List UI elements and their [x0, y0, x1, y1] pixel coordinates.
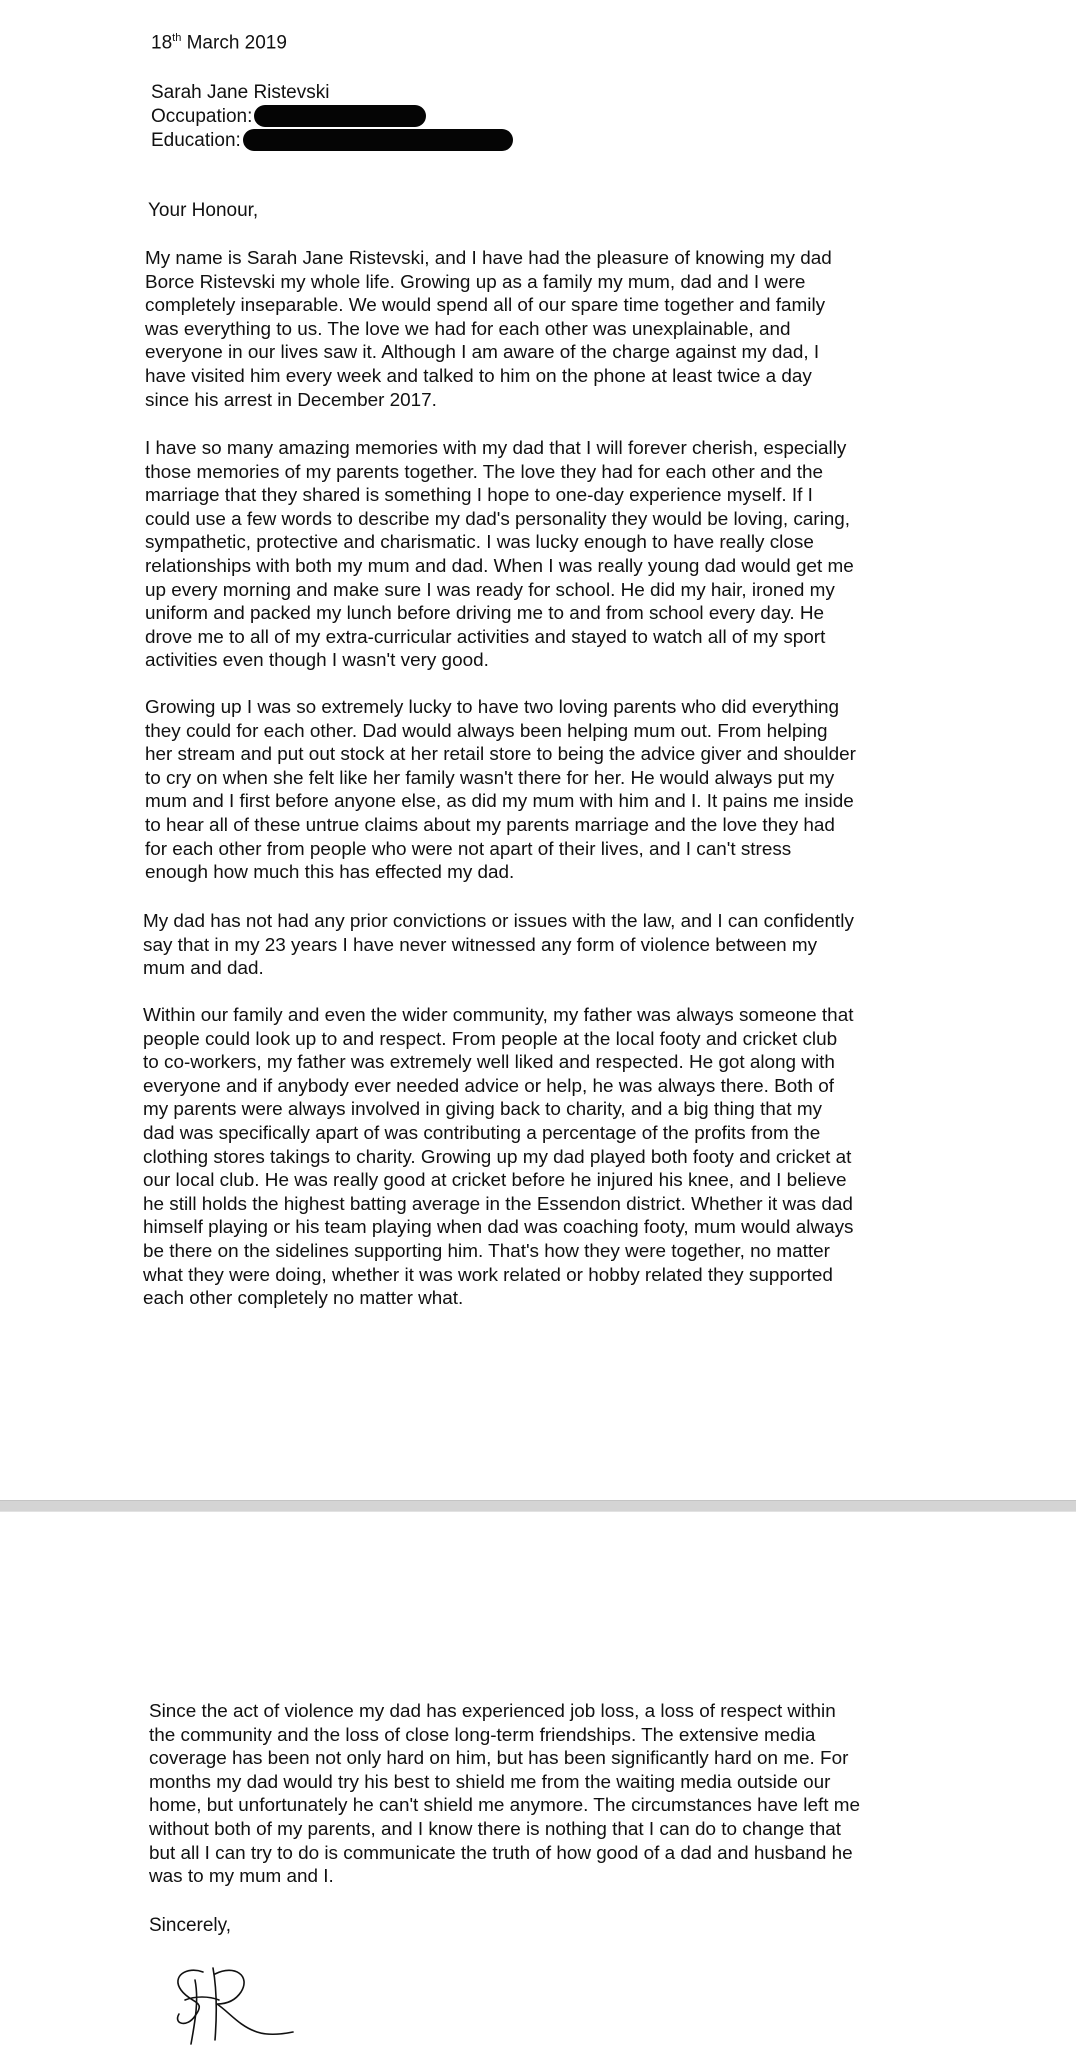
author-name: Sarah Jane Ristevski: [151, 82, 330, 103]
paragraph-1: My name is Sarah Jane Ristevski, and I have had the pleasure of knowing my dad Borce Ristevski my whole life. Growing up as a family my mum, dad and I were completely inseparable. We would spend all of our spare time together and family was everything to us. The love we had for each other was unexplainable, and everyone in our lives saw it. Although I am aware of the charge against my dad, I have visited him every week and talked to him on the phone at least twice a day since his arrest in December 2017.: [145, 248, 832, 411]
redaction-mark: [254, 105, 426, 127]
occupation-label: Occupation:: [151, 106, 253, 127]
paragraph-5: Within our family and even the wider community, my father was always someone that people could look up to and respect. From people at the local footy and cricket club to co-workers, my father was extremely well liked and respected. He got along with everyone and if anybody ever needed advice or help, he was always there. Both of my parents were always involved in giving back to charity, and a big thing that my dad was specifically apart of was contributing a percentage of the profits from the clothing stores takings to charity. Growing up my dad played both footy and cricket at our local club. He was really good at cricket before he injured his knee, and I believe he still holds the highest batting average in the Essendon district. Whether it was dad himself playing or his team playing when dad was coaching footy, mum would always be there on the sidelines supporting him. That's how they were together, no matter what they were doing, whether it was work related or hobby related they supported each other completely no matter what.: [143, 1005, 854, 1310]
closing: Sincerely,: [149, 1915, 232, 1936]
paragraph-6: Since the act of violence my dad has experienced job loss, a loss of respect within the community and the loss of close long-term friendships. The extensive media coverage has been not only hard on him, but has been significantly hard on me. For months my dad would try his best to shield me from the waiting media outside our home, but unfortunately he can't shield me anymore. The circumstances have left me without both of my parents, and I know there is nothing that I can do to change that but all I can try to do is communicate the truth of how good of a dad and husband he was to my mum and I.: [149, 1701, 860, 1888]
signature: [165, 1960, 305, 2048]
salutation: Your Honour,: [148, 200, 259, 221]
occupation-line: [151, 105, 426, 129]
paragraph-3: Growing up I was so extremely lucky to have two loving parents who did everything they could for each other. Dad would always been helping mum out. From helping her stream and put out stock at her retail store to being the advice giver and shoulder to cry on when she felt like her family wasn't there for her. He would always put my mum and I first before anyone else, as did my mum with him and I. It pains me inside to hear all of these untrue claims about my parents marriage and the love they had for each other from people who were not apart of their lives, and I can't stress enough how much this has effected my dad.: [145, 697, 856, 884]
paragraph-2: I have so many amazing memories with my dad that I will forever cherish, especially those memories of my parents together. The love they had for each other and the marriage that they shared is something I hope to one-day experience myself. If I could use a few words to describe my dad's personality they would be loving, caring, sympathetic, protective and charismatic. I was lucky enough to have really close relationships with both my mum and dad. When I was really young dad would get me up every morning and make sure I was ready for school. He did my hair, ironed my uniform and packed my lunch before driving me to and from school every day. He drove me to all of my extra-curricular activities and stayed to watch all of my sport activities even though I wasn't very good.: [145, 438, 854, 672]
page-separator: [0, 1500, 1076, 1512]
paragraph-4: My dad has not had any prior convictions or issues with the law, and I can confidently say that in my 23 years I have never witnessed any form of violence between my mum and dad.: [143, 911, 854, 980]
redaction-mark: [243, 129, 513, 151]
education-label: Education:: [151, 130, 241, 151]
education-line: [151, 129, 513, 153]
letter-date: 18th March 2019: [151, 32, 287, 54]
